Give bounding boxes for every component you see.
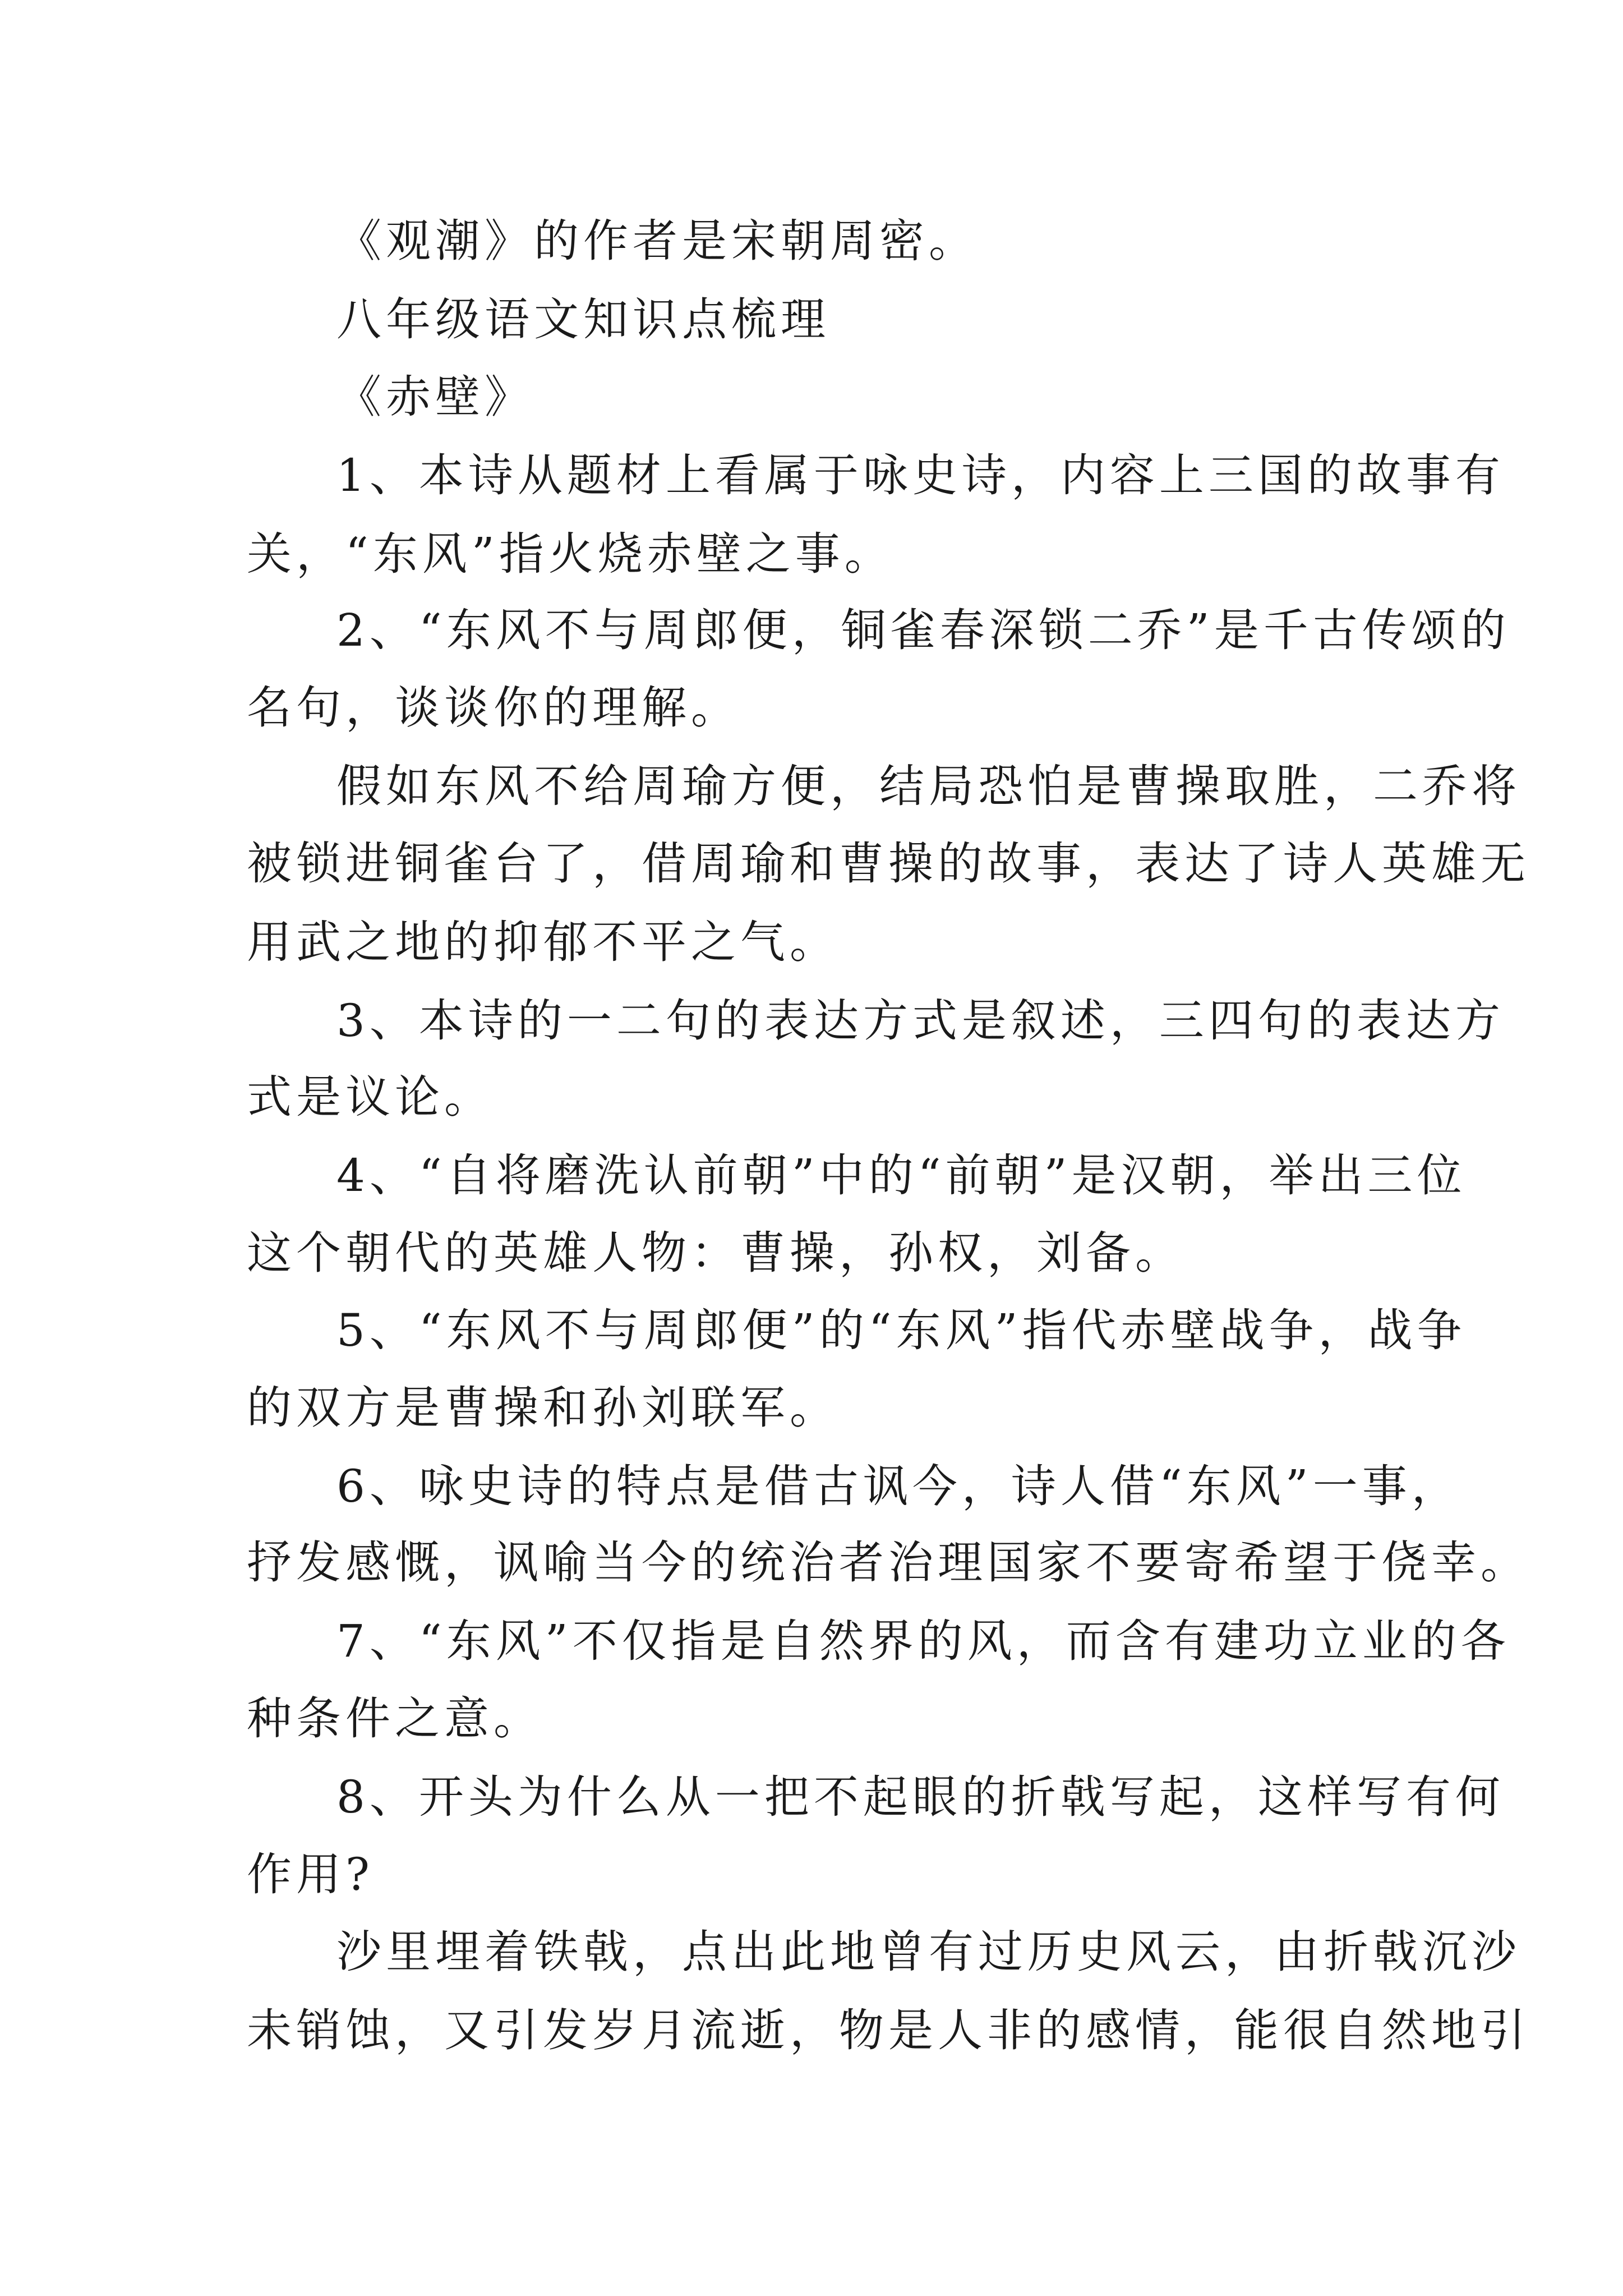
text-line: 6、咏史诗的特点是借古讽今，诗人借“东风”一事， bbox=[336, 1460, 1461, 1512]
text-line: 8、开头为什么从一把不起眼的折戟写起，这样写有何 bbox=[336, 1771, 1505, 1823]
text-line: 5、“东风不与周郎便”的“东风”指代赤壁战争，战争 bbox=[336, 1304, 1467, 1356]
text-line: 3、本诗的一二句的表达方式是叙述，三四句的表达方 bbox=[336, 995, 1505, 1047]
text-line: 《赤壁》 bbox=[336, 371, 534, 423]
text-line: 抒发感慨，讽喻当今的统治者治理国家不要寄希望于侥幸。 bbox=[247, 1536, 1530, 1589]
text-line: 用武之地的抑郁不平之气。 bbox=[247, 916, 839, 968]
text-line: 种条件之意。 bbox=[247, 1692, 543, 1745]
text-line: 作用? bbox=[247, 1848, 374, 1901]
text-line: 关，“东风”指火烧赤壁之事。 bbox=[247, 528, 894, 580]
text-line: 式是议论。 bbox=[247, 1071, 494, 1123]
text-line: 八年级语文知识点梳理 bbox=[336, 293, 830, 346]
text-line: 的双方是曹操和孙刘联军。 bbox=[247, 1382, 839, 1434]
text-line: 2、“东风不与周郎便，铜雀春深锁二乔”是千古传颂的 bbox=[336, 604, 1510, 656]
text-line: 这个朝代的英雄人物：曹操，孙权，刘备。 bbox=[247, 1227, 1184, 1279]
text-line: 7、“东风”不仅指是自然界的风，而含有建功立业的各 bbox=[336, 1615, 1510, 1667]
text-line: 未销蚀，又引发岁月流逝，物是人非的感情，能很自然地引 bbox=[247, 2004, 1530, 2056]
text-line: 名句，谈谈你的理解。 bbox=[247, 682, 740, 734]
text-line: 被锁进铜雀台了，借周瑜和曹操的故事，表达了诗人英雄无 bbox=[247, 838, 1530, 890]
text-line: 假如东风不给周瑜方便，结局恐怕是曹操取胜，二乔将 bbox=[336, 760, 1521, 812]
text-line: 《观潮》的作者是宋朝周密。 bbox=[336, 215, 978, 267]
text-line: 沙里埋着铁戟，点出此地曾有过历史风云，由折戟沉沙 bbox=[336, 1926, 1521, 1978]
text-line: 4、“自将磨洗认前朝”中的“前朝”是汉朝，举出三位 bbox=[336, 1149, 1467, 1202]
text-line: 1、本诗从题材上看属于咏史诗，内容上三国的故事有 bbox=[336, 449, 1505, 501]
